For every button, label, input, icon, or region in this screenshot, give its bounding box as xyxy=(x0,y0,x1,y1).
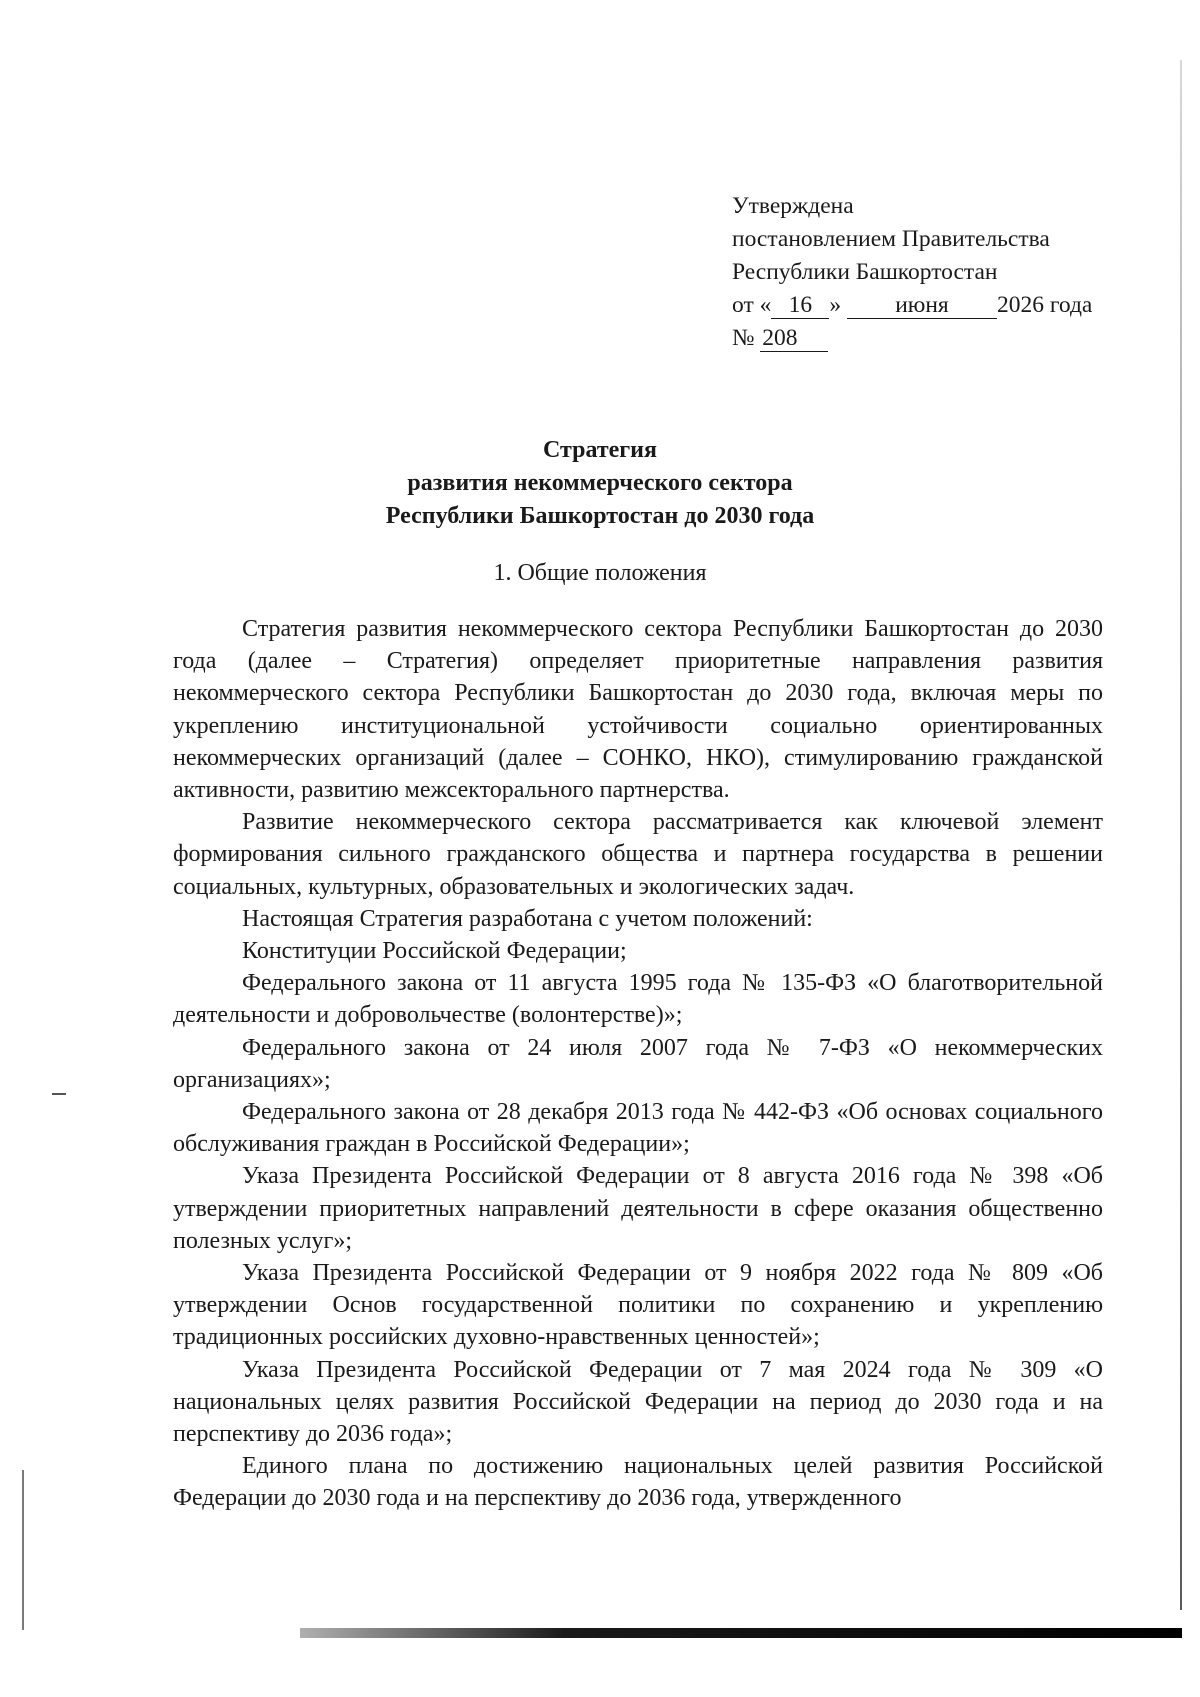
approval-number-value: 208 xyxy=(760,325,828,352)
approval-date xyxy=(732,289,1092,322)
approval-line-republic: Республики Башкортостан xyxy=(732,259,998,285)
approval-number-prefix: № xyxy=(732,325,755,351)
approval-date-year: 2026 года xyxy=(996,292,1093,318)
document-title-line-2: развития некоммерческого сектора xyxy=(407,470,793,496)
paragraph: Указа Президента Российской Федерации от 9 ноября 2022 года № 809 «Об утверждении Основ государственной политики по сохранению и укреплению традиционных российских духовно-нравственных ценностей»; xyxy=(173,1260,1103,1351)
paragraph: Федерального закона от 11 августа 1995 года № 135-ФЗ «О благотворительной деятельности и добровольчестве (волонтерстве)»; xyxy=(173,970,1103,1029)
document-body xyxy=(173,613,1103,1515)
approval-date-day: 16 xyxy=(771,292,829,319)
section-heading: 1. Общие положения xyxy=(493,560,707,586)
scan-border-right xyxy=(1180,60,1182,1610)
approval-number xyxy=(732,322,1092,355)
approval-line-approved: Утверждена xyxy=(732,193,854,219)
scan-artifact-mark xyxy=(52,1093,66,1095)
scan-border-left xyxy=(22,1470,24,1630)
approval-date-prefix: от « xyxy=(732,292,772,318)
paragraph: Единого плана по достижению национальных целей развития Российской Федерации до 2030 года и на перспективу до 2036 года, утвержденного xyxy=(173,1453,1103,1512)
paragraph: Федерального закона от 24 июля 2007 года № 7-ФЗ «О некоммерческих организациях»; xyxy=(173,1034,1103,1093)
approval-block xyxy=(732,190,1092,355)
paragraph: Конституции Российской Федерации; xyxy=(242,938,627,965)
document-title xyxy=(0,434,1200,533)
approval-date-month: июня xyxy=(847,292,997,319)
paragraph: Указа Президента Российской Федерации от 8 августа 2016 года № 398 «Об утверждении приоритетных направлений деятельности в сфере оказания общественно полезных услуг»; xyxy=(173,1163,1103,1254)
approval-line-resolution: постановлением Правительства xyxy=(732,226,1050,252)
paragraph: Настоящая Стратегия разработана с учетом положений: xyxy=(242,905,813,932)
paragraph: Указа Президента Российской Федерации от 7 мая 2024 года № 309 «О национальных целях развития Российской Федерации на период до 2030 года и на перспективу до 2036 года»; xyxy=(173,1356,1103,1448)
paragraph: Развитие некоммерческого сектора рассматривается как ключевой элемент формирования сильного гражданского общества и партнера государства в решении социальных, культурных, образовательных и экологических задач. xyxy=(173,809,1103,900)
paragraph: Стратегия развития некоммерческого сектора Республики Башкортостан до 2030 года (далее – Стратегия) определяет приоритетные направления развития некоммерческого сектора Республики Башкортостан до 2030 года, включая меры по укреплению институциональной устойчивости социально ориентированных некоммерческих организаций (далее – СОНКО, НКО), стимулированию гражданской активности, развитию межсекторального партнерства. xyxy=(173,616,1103,804)
document-title-line-3: Республики Башкортостан до 2030 года xyxy=(385,503,815,529)
paragraph: Федерального закона от 28 декабря 2013 года № 442-ФЗ «Об основах социального обслуживания граждан в Российской Федерации»; xyxy=(173,1099,1103,1158)
approval-date-day-close: » xyxy=(829,292,842,318)
scan-border-bottom xyxy=(300,1628,1182,1638)
document-title-line-1: Стратегия xyxy=(543,437,657,463)
